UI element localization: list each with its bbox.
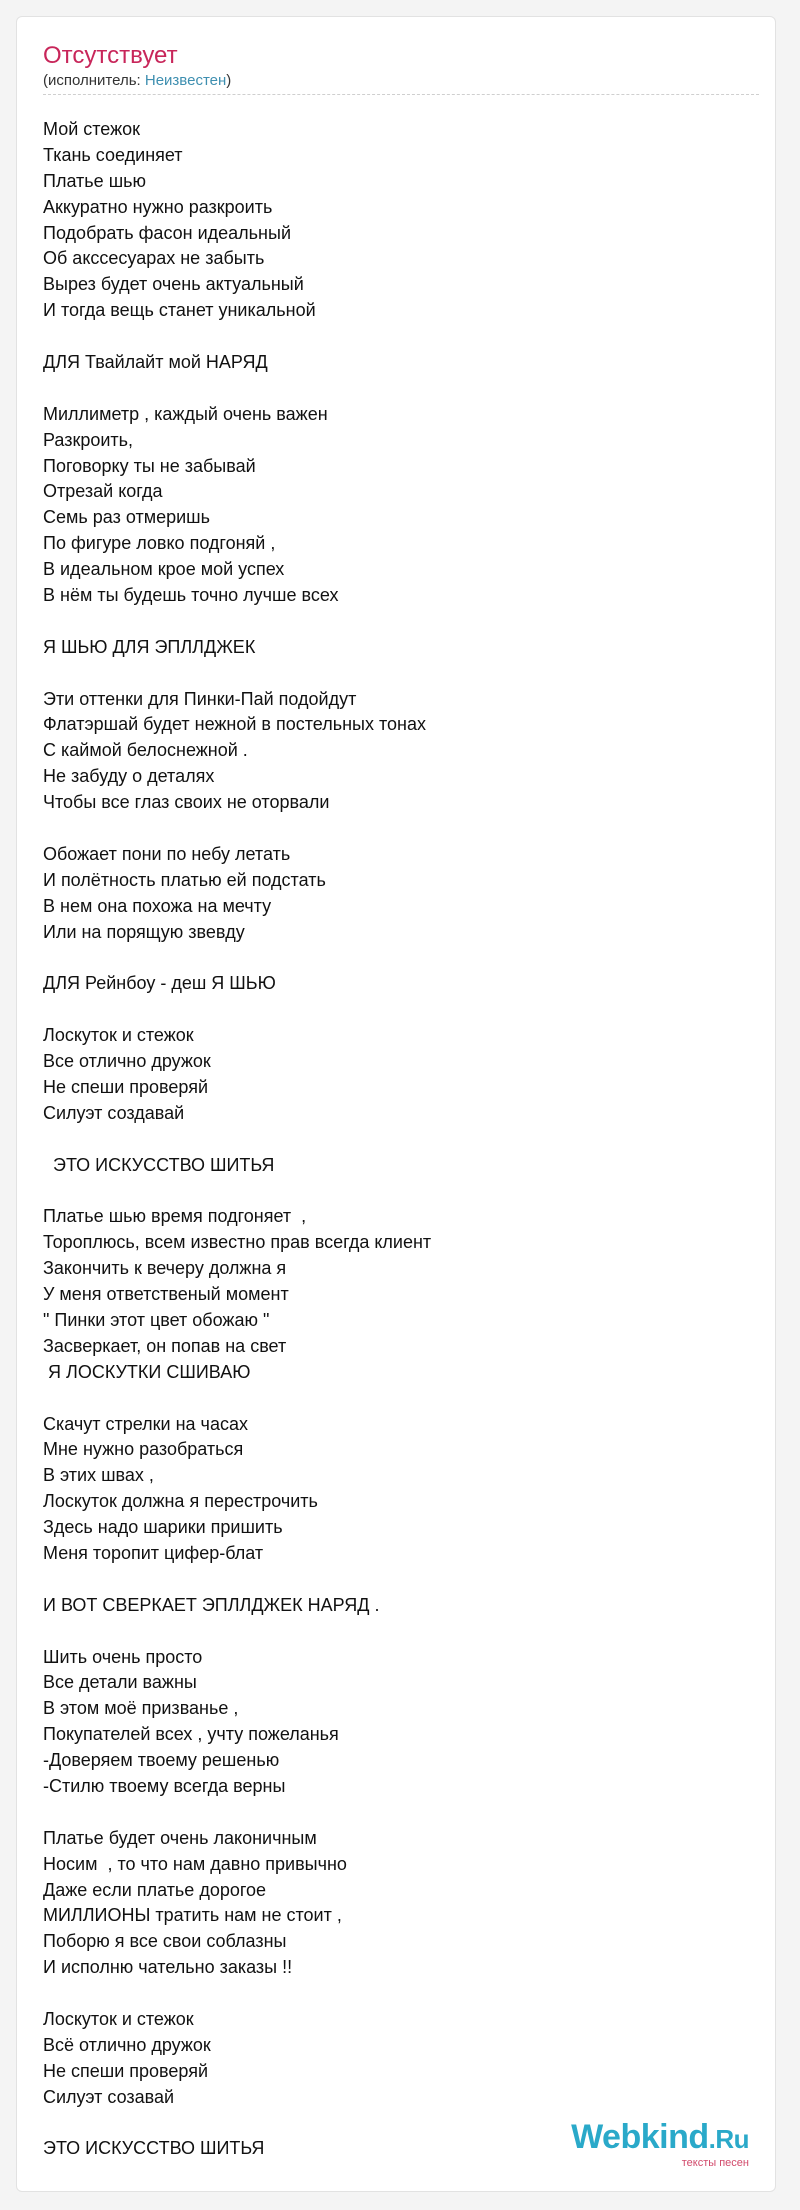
lyrics-line: Платье шью время подгоняет , [43, 1206, 307, 1227]
lyrics-line: Платье будет очень лаконичным [43, 1827, 317, 1848]
logo-tagline: тексты песен [681, 2157, 749, 2169]
lyrics-line: Шить очень просто [43, 1646, 203, 1667]
lyrics-blank-line [43, 1567, 743, 1593]
lyrics-blank-line [43, 946, 743, 972]
lyrics-line: Скачут стрелки на часах [43, 1413, 248, 1434]
lyrics-line: ДЛЯ Рейнбоу - деш Я ШЬЮ [43, 973, 276, 994]
lyrics-line: Все детали важны [43, 1672, 197, 1693]
logo-tld: .Ru [708, 2124, 749, 2154]
lyrics-line: Обожает пони по небу летать [43, 843, 291, 864]
lyrics-line: Не спеши проверяй [43, 2060, 209, 2081]
lyrics-line: Флатэршай будет нежной в постельных тонах [43, 714, 426, 735]
lyrics-blank-line [43, 1800, 743, 1826]
lyrics-line: Все отлично дружок [43, 1051, 211, 1072]
lyrics-line: Лоскуток и стежок [43, 2009, 194, 2030]
lyrics-line: Подобрать фасон идеальный [43, 222, 291, 243]
artist-prefix: (исполнитель: [43, 72, 145, 89]
lyrics-blank-line [43, 997, 743, 1023]
artist-link[interactable]: Неизвестен [144, 72, 227, 89]
lyrics-line: Не забуду о деталях [43, 766, 215, 787]
lyrics-blank-line [43, 324, 743, 350]
lyrics-line: Разкроить, [43, 429, 134, 450]
lyrics-line: И полётность платью ей подстать [43, 869, 326, 890]
lyrics-line: В нем она похожа на мечту [43, 895, 272, 916]
lyrics-line: Платье шью [43, 170, 147, 191]
lyrics-line: Засверкает, он попав на свет [43, 1335, 287, 1356]
lyrics-line: Носим , то что нам давно привычно [43, 1853, 347, 1874]
lyrics-line: Чтобы все глаз своих не оторвали [43, 792, 330, 813]
song-title: Отсутствует [43, 42, 178, 69]
lyrics-line: Мне нужно разобраться [43, 1439, 244, 1460]
lyrics-line: Даже если платье дорогое [43, 1879, 267, 1900]
lyrics-line: " Пинки этот цвет обожаю " [43, 1309, 270, 1330]
lyrics-line: -Стилю твоему всегда верны [43, 1776, 286, 1796]
lyrics-line: В этих швах , [43, 1465, 154, 1486]
lyrics-line: Эти оттенки для Пинки-Пай подойдут [43, 688, 357, 709]
lyrics-line: Покупателей всех , учту пожеланья [43, 1724, 339, 1745]
lyrics-line: Ткань соединяет [43, 144, 183, 165]
lyrics-blank-line [43, 376, 743, 402]
lyrics-line: Меня торопит цифер-блат [43, 1542, 264, 1563]
lyrics-line: В идеальном крое мой успех [43, 559, 285, 580]
lyrics-line: Аккуратно нужно разкроить [43, 196, 273, 217]
lyrics-line: В этом моё призванье , [43, 1698, 239, 1719]
lyrics-line: Всё отлично дружок [43, 2034, 211, 2055]
lyrics-line: ЭТО ИСКУССТВО ШИТЬЯ [43, 2138, 265, 2159]
lyrics-blank-line [43, 1179, 743, 1205]
lyrics-line: Отрезай когда [43, 481, 163, 502]
lyrics-line: Я ЛОСКУТКИ СШИВАЮ [43, 1361, 251, 1382]
lyrics-line: Вырез будет очень актуальный [43, 274, 304, 295]
lyrics-blank-line [43, 1981, 743, 2007]
lyrics-blank-line [43, 1127, 743, 1153]
lyrics-line: С каймой белоснежной . [43, 740, 248, 761]
lyrics-line: По фигуре ловко подгоняй , [43, 533, 276, 554]
title-divider [43, 94, 759, 95]
logo-wordmark [571, 2120, 749, 2156]
lyrics-line: У меня ответственый момент [43, 1284, 289, 1305]
lyrics-blank-line [43, 816, 743, 842]
lyrics-line: Закончить к вечеру должна я [43, 1258, 287, 1279]
lyrics-line: ЭТО ИСКУССТВО ШИТЬЯ [43, 1154, 275, 1175]
artist-line [43, 71, 231, 91]
lyrics-line: Я ШЬЮ ДЛЯ ЭПЛЛДЖЕК [43, 636, 256, 657]
lyrics-blank-line [43, 1619, 743, 1645]
lyrics-text [43, 117, 743, 2162]
lyrics-line: -Доверяем твоему решенью [43, 1750, 280, 1771]
lyrics-line: Поборю я все свои соблазны [43, 1931, 287, 1952]
lyrics-line: Мой стежок [43, 119, 141, 139]
lyrics-blank-line [43, 661, 743, 687]
lyrics-line: Миллиметр , каждый очень важен [43, 403, 328, 424]
lyrics-line: МИЛЛИОНЫ тратить нам не стоит , [43, 1905, 342, 1926]
artist-suffix: ) [226, 72, 232, 89]
lyrics-line: Об акссесуарах не забыть [43, 248, 265, 269]
lyrics-line: Здесь надо шарики пришить [43, 1517, 283, 1538]
lyrics-line: Силуэт создавай [43, 1102, 185, 1123]
lyrics-blank-line [43, 609, 743, 635]
lyrics-line: И ВОТ СВЕРКАЕТ ЭПЛЛДЖЕК НАРЯД . [43, 1594, 380, 1615]
logo-name: Webkind [571, 2118, 709, 2156]
lyrics-blank-line [43, 1386, 743, 1412]
lyrics-line: Лоскуток должна я перестрочить [43, 1491, 318, 1512]
lyrics-line: Лоскуток и стежок [43, 1025, 194, 1046]
lyrics-card [16, 16, 776, 2192]
lyrics-line: Тороплюсь, всем известно прав всегда клиент [43, 1232, 432, 1253]
lyrics-line: Семь раз отмеришь [43, 507, 210, 528]
lyrics-line: Силуэт созавай [43, 2086, 175, 2107]
lyrics-line: В нём ты будешь точно лучше всех [43, 585, 339, 606]
lyrics-line: И тогда вещь станет уникальной [43, 300, 316, 321]
lyrics-line: Поговорку ты не забывай [43, 455, 256, 476]
lyrics-line: Или на порящую звевду [43, 921, 245, 942]
lyrics-line: ДЛЯ Твайлайт мой НАРЯД [43, 352, 268, 373]
lyrics-line: Не спеши проверяй [43, 1076, 209, 1097]
site-logo[interactable] [571, 2120, 749, 2169]
lyrics-line: И исполню чательно заказы !! [43, 1957, 293, 1978]
